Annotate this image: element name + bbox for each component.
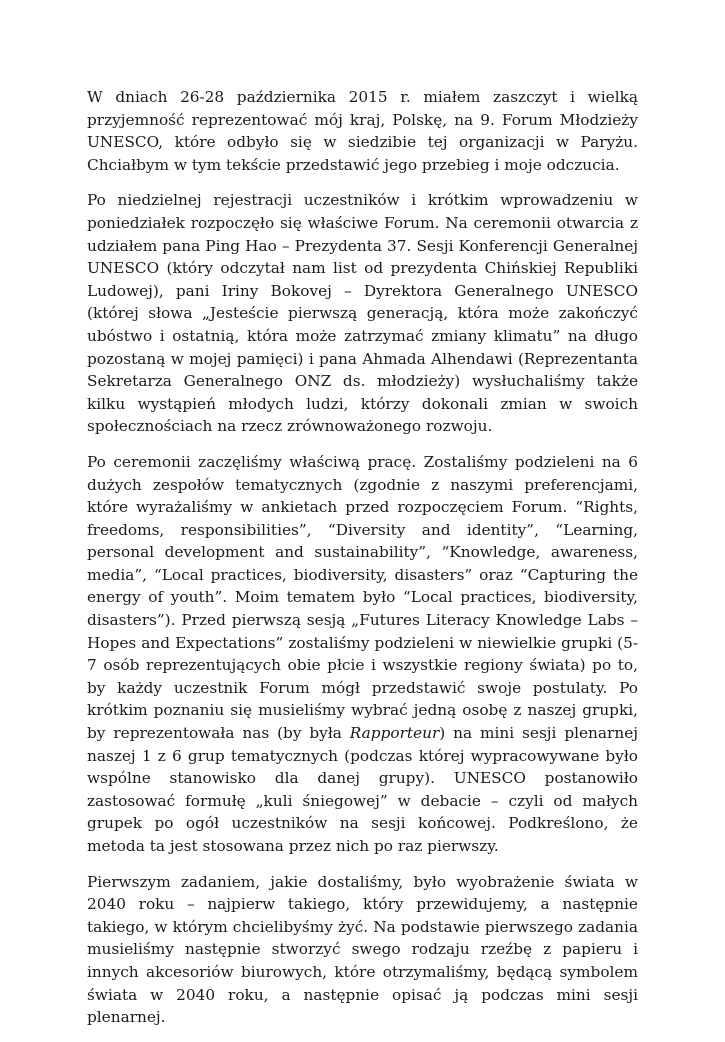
rapporteur-term: Rapporteur bbox=[349, 724, 440, 743]
paragraph-3-text-start: Po ceremonii zaczęliśmy właściwą pracę. Zostaliśmy podzieleni na 6 dużych zespołów tematycznych (zgodnie z naszymi preferencjami, które wyrażaliśmy w ankietach przed rozpoczęciem Forum. “Rights, freedoms, responsibilities”, “Diversity and identity”, “Learning, personal development and sustainability”, “Knowledge, awareness, media”, “Local practices, biodiversity, disasters” oraz “Capturing the energy of youth”. Moim tematem było “Local practices, biodiversity, disasters”). Przed pierwszą sesją „Futures Literacy Knowledge Labs – Hopes and Expectations” zostaliśmy podzieleni w niewielkie grupki (5-7 osób reprezentujących obie płcie i wszystkie regiony świata) po to, by każdy uczestnik Forum mógł przedstawić swoje postulaty. Po krótkim poznaniu się musieliśmy wybrać jedną osobę z naszej grupki, by reprezentowała nas (by była bbox=[87, 452, 638, 743]
paragraph-3-text-end: ) na mini sesji plenarnej naszej 1 z 6 grup tematycznych (podczas której wypracowywane było wspólne stanowisko dla danej grupy). UNESCO postanowiło zastosować formułę „kuli śniegowej” w debacie – czyli od małych grupek po ogół uczestników na sesji końcowej. Podkreślono, że metoda ta jest stosowana przez nich po raz pierwszy. bbox=[87, 724, 638, 855]
paragraph-4: Pierwszym zadaniem, jakie dostaliśmy, było wyobrażenie świata w 2040 roku – najpierw takiego, który przewidujemy, a następnie takiego, w którym chcielibyśmy żyć. Na podstawie pierwszego zadania musieliśmy następnie stworzyć swego rodzaju rzeźbę z papieru i innych akcesoriów biurowych, które otrzymaliśmy, będącą symbolem świata w 2040 roku, a następnie opisać ją podczas mini sesji plenarnej. bbox=[87, 872, 638, 1027]
paragraph-1: W dniach 26-28 października 2015 r. miałem zaszczyt i wielką przyjemność reprezentować mój kraj, Polskę, na 9. Forum Młodzieży UNESCO, które odbyło się w siedzibie tej organizacji w Paryżu. Chciałbym w tym tekście przedstawić jego przebieg i moje odczucia. bbox=[87, 88, 638, 174]
paragraph-3 bbox=[87, 451, 638, 858]
document-page bbox=[87, 86, 638, 1042]
paragraph-2: Po niedzielnej rejestracji uczestników i krótkim wprowadzeniu w poniedziałek rozpoczęło się właściwe Forum. Na ceremonii otwarcia z udziałem pana Ping Hao – Prezydenta 37. Sesji Konferencji Generalnej UNESCO (który odczytał nam list od prezydenta Chińskiej Republiki Ludowej), pani Iriny Bokovej – Dyrektora Generalnego UNESCO (której słowa „Jesteście pierwszą generacją, która może zakończyć ubóstwo i ostatnią, która może zatrzymać zmiany klimatu” na długo pozostaną w mojej pamięci) i pana Ahmada Alhendawi (Reprezentanta Sekretarza Generalnego ONZ ds. młodzieży) wysłuchaliśmy także kilku wystąpień młodych ludzi, którzy dokonali zmian w swoich społecznościach na rzecz zrównoważonego rozwoju. bbox=[87, 191, 638, 436]
